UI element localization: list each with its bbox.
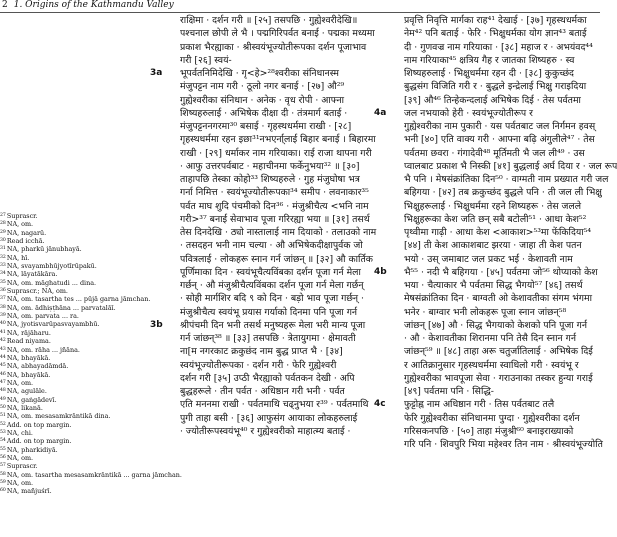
- line-text: पर्वतमा छवरा · गंगादेवी⁴⁸ मूर्तिमती भै जल ली⁴⁹ · उस: [404, 147, 585, 159]
- text-line: [404, 14, 600, 27]
- footnote: [0, 404, 150, 412]
- line-text: शिष्यहरुलाई · भिक्षुधर्ममा रहन दी · [३८] कुकुच्छंद: [404, 68, 574, 79]
- text-line: [404, 345, 600, 358]
- line-text: भूपर्वतनिमिदेखि · गृ<हे>²⁸श्वरीका संनिधानस्म: [180, 68, 339, 79]
- footnote: [0, 412, 150, 420]
- footnote: [0, 421, 150, 429]
- footnote-number: 54: [0, 438, 6, 444]
- footnote: [0, 329, 150, 337]
- footnote-text: NA, om.: [6, 378, 34, 387]
- text-line: [404, 359, 600, 372]
- footnote-number: 35: [0, 279, 6, 285]
- footnote-text: NA, om.: [6, 220, 34, 229]
- text-line: [180, 14, 384, 27]
- text-line: [404, 438, 603, 451]
- text-line: [180, 41, 384, 54]
- footnote-number: 49: [0, 396, 6, 402]
- line-text: गुह्येश्वरीका भावपूजा सेवा · गराउनाका तस्कर हुन्या गराई: [404, 372, 593, 384]
- folio-marker: 4c: [374, 399, 386, 410]
- text-line: [404, 253, 600, 266]
- line-text: जांछन् [४७] औ · सिद्ध भैगयाको केशको पनि पूजा गर्न: [404, 319, 588, 331]
- text-line: [180, 372, 384, 385]
- line-text: फेरि गुह्येश्वरीका संनिधानमा पुग्दा · गुह्येश्वरीका दर्शन: [404, 412, 580, 424]
- footnote: [0, 437, 150, 445]
- text-line: [404, 41, 600, 54]
- folio-marker: 3b: [150, 319, 163, 330]
- folio-marker: 4b: [374, 266, 387, 277]
- line-text: पर्वत माघ शुदि पंचमीको दिन³⁶ · मंजुश्रीचैत्य <भनि नाम: [180, 200, 369, 212]
- text-line: [180, 292, 384, 305]
- text-line: [180, 27, 384, 40]
- footnote-number: 57: [0, 463, 6, 469]
- line-text: प्रकाश भैरह्याका · श्रीस्वयंभूज्योतीरूपका दर्शन पूजाभाव: [180, 41, 367, 53]
- line-text: ताहापछि तेस्का कोहो³³ शिष्यहरुले · गुह मंजुघोषा भत्र: [180, 174, 360, 185]
- line-text: तेस दिनदेखि · ठ्यो नास्तालाई नाम दियाको · तलाउको नाम: [180, 227, 377, 238]
- line-text: [४४] ती केश आकाशबाट झरया · जाहा ती केश पतन: [404, 240, 582, 252]
- footnote-number: 51: [0, 413, 6, 419]
- footnote-number: 34: [0, 271, 6, 277]
- line-text: प्वालबाट प्रकाश भै निस्की [४१] बुद्धलाई अर्घ दिया र · जल रूप: [404, 160, 617, 172]
- footnote-text: NA, om. tasartha tes ... pūjā garna jāmchan.: [6, 295, 151, 304]
- text-line: [404, 292, 600, 305]
- text-line: [180, 345, 384, 358]
- line-text: गुह्येश्वरीका नाम पुकारी · यस पर्वतबाट जल निर्गमन हवस्: [404, 121, 596, 132]
- footnote-number: 37: [0, 296, 6, 302]
- text-line: [404, 412, 600, 425]
- line-text: गुह्येश्वरीका संनिधान · अनेक · वृध रोपी · आफ्ना: [180, 94, 345, 106]
- running-title: 1. Origins of the Kathmandu Valley: [13, 0, 174, 10]
- text-line: [180, 147, 384, 160]
- text-line: [180, 213, 384, 226]
- line-text: बहिगया · [४२] तब क्रकुच्छंद बुद्धले पनि · ती जल ली भिक्षु: [404, 187, 602, 199]
- line-text: · सोही मार्गशिर बदि ९ को दिन · बड़ो भाव पूजा गर्छन् ·: [180, 293, 364, 305]
- footnote-number: 46: [0, 371, 6, 377]
- footnote-number: 55: [0, 446, 6, 452]
- footnote: [0, 479, 150, 487]
- line-text: ना[म नगरकाट क्रकुछंद नाम बुद्ध प्राप्त भै · [३४]: [180, 346, 343, 358]
- footnote-number: 41: [0, 329, 6, 335]
- line-text: गरी [२६] स्वयं-: [180, 54, 232, 66]
- line-text: · ज्योतीरूपस्वयंभू⁴⁰ र गुह्येश्वरीको माहात्म्य बताई ·: [180, 425, 351, 437]
- footnote: [0, 429, 150, 437]
- footnote: [0, 304, 150, 312]
- text-line: [404, 279, 600, 292]
- line-text: बुद्धसंग विजिति गरी र · बुद्धले इन्द्रेलाई भिक्षु गराइदिया: [404, 81, 587, 93]
- footnote-number: 50: [0, 404, 6, 410]
- line-text: नेम⁴² पनि बताई · फेरि · भिक्षुधर्मका योग ज्ञान⁴³ बताई: [404, 28, 587, 40]
- footnote-text: NA, om. ādhiṣṭhāna ... parvatalāī.: [6, 303, 116, 312]
- line-text: पश्चनाल छोपी ले भै । पद्मगिरिपर्वत बनाई · पद्मका मध्यमा: [180, 28, 375, 40]
- footnote-number: 32: [0, 254, 6, 260]
- footnote: [0, 371, 150, 379]
- text-line: [180, 425, 384, 438]
- line-text: एति मननमा राखी · पर्वतमाथि चढ्नुभया र³⁹ · पर्वतमाथि: [180, 399, 369, 411]
- footnote-text: NA, gaṅgādevī.: [6, 395, 57, 404]
- line-text: [४९] पर्वतमा पनि · सिद्धि-: [404, 386, 494, 397]
- text-line: [404, 120, 600, 133]
- text-line: [180, 133, 384, 146]
- line-text: मंजुपट्टन नाम गरी · ठूलो नगर बनाई · [२७] औ²⁹: [180, 81, 345, 93]
- footnote-text: NA, chi.: [6, 428, 33, 437]
- header-rule: [0, 12, 600, 13]
- line-text: दी · गुणवज्र नाम गरियाका · [३८] महाज र · अभयंवद⁴⁴: [404, 41, 593, 53]
- text-line: [180, 226, 384, 239]
- line-text: दर्शन गरी [३५] उप्ठी भैरह्याको पर्वतकन देखी · अपि: [180, 372, 355, 384]
- text-line: [150, 67, 384, 80]
- footnote: [0, 362, 150, 370]
- footnote-number: 45: [0, 363, 6, 369]
- folio-marker: 4a: [374, 107, 387, 118]
- text-line: [180, 266, 384, 279]
- text-line: [404, 372, 600, 385]
- line-text: श्रीपंचमी दिन भनी तसर्थ मनुष्यहरू मेला भरी मान्य पूजा: [180, 319, 366, 331]
- footnote: [0, 454, 150, 462]
- footnote-text: NA, jyotisvarūpasvayambhū.: [6, 320, 100, 329]
- text-line: [404, 160, 617, 173]
- text-line: [404, 80, 600, 93]
- text-line: [180, 80, 384, 93]
- footnote: [0, 396, 150, 404]
- folio-marker: 3a: [150, 68, 163, 78]
- footnote-number: 60: [0, 488, 6, 494]
- footnote-number: 30: [0, 238, 6, 244]
- footnote: [0, 212, 150, 220]
- text-line: [180, 107, 387, 120]
- text-line: [180, 412, 384, 425]
- footnote: [0, 237, 150, 245]
- text-line: [404, 306, 600, 319]
- text-line: [180, 385, 384, 398]
- footnote-text: NA, om.: [6, 479, 34, 487]
- footnote-text: NA, bhayākā.: [6, 353, 51, 362]
- line-text: पवित्रलाई · लोकहरू स्नान गर्न जांछन् ॥ [३२] औ कार्तिक: [180, 253, 373, 265]
- footnote-number: 38: [0, 304, 6, 310]
- text-line: [404, 200, 600, 213]
- text-line: [404, 94, 600, 107]
- footnote-number: 40: [0, 321, 6, 327]
- line-text: गरिसकनपछि · [५०] ताहा मंजुश्री⁶⁰ बनाइराख्याको: [404, 425, 574, 437]
- footnote: [0, 220, 150, 228]
- text-line: [404, 67, 600, 80]
- text-line: [374, 107, 600, 120]
- line-text: नाम गरियाका⁴⁵ क्षत्रिय गैह र जातका शिष्यहरु · स्व: [404, 54, 575, 66]
- footnote: [0, 446, 150, 454]
- footnote: [0, 320, 150, 328]
- text-line: [404, 239, 600, 252]
- line-text: भया · चैत्याकार भै पर्वतमा सिद्ध भैगयो⁵⁷ [४६] तसर्थ: [404, 280, 583, 291]
- footnote-text: NA, bhayākā.: [6, 370, 51, 379]
- line-text: शिष्यहरुलाई · अभिषेक दीक्षा दी · तंत्रमार्ग बताई ·: [180, 107, 348, 119]
- footnote-number: 31: [0, 246, 6, 252]
- footnote: [0, 295, 150, 303]
- text-line: [404, 173, 609, 186]
- footnote-number: 39: [0, 313, 6, 319]
- line-text: गर्न जांछन्³⁸ ॥ [३३] तसपछि · त्रेतायुगमा · क्षेमावती: [180, 333, 356, 344]
- text-line: [404, 186, 600, 199]
- line-text: पुगी ताहा बसी · [३६] आफुसंग आयाका लोकहरुलाई: [180, 412, 358, 424]
- footnote-text: NA, svayambhūjyotīrūpakū.: [6, 262, 97, 271]
- text-line: [180, 253, 384, 266]
- text-line: [180, 120, 384, 133]
- text-line: [180, 359, 384, 372]
- footnote: [0, 379, 150, 387]
- footnote: [0, 487, 150, 495]
- text-line: [180, 306, 384, 319]
- line-text: पूर्णिमाका दिन · स्वयंभूचैत्यविंबका दर्शन पूजा गर्न मेला: [180, 266, 361, 278]
- page-number: 2: [2, 0, 8, 10]
- footnote: [0, 287, 150, 295]
- text-line: [404, 319, 600, 332]
- text-line: [180, 239, 384, 252]
- footnote-text: NA, mañjuśrī.: [6, 487, 52, 496]
- footnote-text: NA, nagarū.: [6, 228, 47, 237]
- right-text-column: [374, 14, 617, 451]
- footnote-text: NA, lāyatākāra.: [6, 270, 58, 279]
- text-line: [374, 266, 600, 279]
- footnote-text: NA, agulāle.: [6, 387, 47, 396]
- line-text: स्वयंभूज्योतीरूपका · दर्शन गरी · फेरि गुह्येश्वरी: [180, 359, 337, 371]
- footnote-text: NA, om. tasartha mesasamkrāntikā ... garna jāmchan.: [6, 470, 182, 479]
- line-text: भिक्षुहरूका केश जति छन् सबै बटोली⁵¹ · आधा केश⁵²: [404, 213, 587, 225]
- footnote-number: 28: [0, 221, 6, 227]
- footnote-text: Suprascr.: [6, 462, 38, 471]
- line-text: फुट्टोह्न नाम अधिष्ठान गरी · तिस पर्वतबाट तलै: [404, 399, 555, 411]
- footnote-number: 59: [0, 480, 6, 485]
- line-text: भै⁵⁵ · नदी भै बहिगया · [४५] पर्वतमा जो⁵⁶ थोप्याको केश: [404, 266, 598, 278]
- footnote-text: NA, likanā.: [6, 403, 43, 412]
- footnote-text: Suprascr.: [6, 212, 38, 220]
- line-text: बुद्धहरूले · तीन पर्वत · अधिष्ठान गरी भनी · पर्वत: [180, 386, 345, 397]
- footnote-text: NA, pharkidiyā.: [6, 445, 58, 454]
- footnote-text: NA, pharkū jānubhayā.: [6, 245, 82, 254]
- text-line: [180, 332, 384, 345]
- text-line: [180, 54, 384, 67]
- footnote: [0, 312, 150, 320]
- footnote-text: NA, om.: [6, 453, 34, 462]
- footnote-text: NA, abhayadāmdā.: [6, 362, 69, 371]
- footnote-text: NA, om. rāha ... jñāna.: [6, 345, 80, 354]
- line-text: मंजुपट्टननगरमा³⁰ बसाई · गृहस्थधर्ममा राखी · [२८]: [180, 121, 352, 132]
- text-line: [404, 54, 600, 67]
- footnote-number: 43: [0, 346, 6, 352]
- text-line: [180, 279, 384, 292]
- line-text: राखी · [२९] धर्माकर नाम गरियाका। राई राजा थापना गरी: [180, 147, 372, 159]
- line-text: भनी [४०] एति वाक्य गरी · आफ्ना बढ़ि अंगुलीले⁴⁷ · तेस: [404, 134, 595, 146]
- line-text: भिक्षुहरूलाई · भिक्षुधर्ममा रहने शिष्यहरू · तेस जलले: [404, 200, 582, 212]
- line-text: मेषसंक्रांतिका दिन · बाग्वती ओ केशावतीका संगम भंगमा: [404, 293, 592, 305]
- text-line: [404, 226, 600, 239]
- footnote-number: 44: [0, 354, 6, 360]
- line-text: गृहस्थधर्ममा रहन इछा³¹नभएर्ना्लाई बिहार बनाई । बिहारमा: [180, 134, 376, 146]
- line-text: जल नभयाको हेरी · स्वयंभूज्योतीरूप र: [404, 107, 533, 119]
- footnote-text: Read niyama.: [6, 337, 51, 346]
- text-line: [404, 385, 600, 398]
- line-text: मंजुश्रीचैत्य स्वयंभू प्रयास गर्याको दिनमा पनि पूजा गर्न: [180, 306, 358, 318]
- text-line: [150, 319, 384, 332]
- text-line: [180, 200, 384, 213]
- footnote-text: Suprascr.; NA, om.: [6, 287, 68, 296]
- footnote-number: 33: [0, 263, 6, 269]
- line-text: गरी>³⁷ बनाई सेवाभाव पूजा गरिरह्या भया ॥ [३१] तसर्थ: [180, 213, 370, 225]
- text-line: [180, 186, 384, 199]
- footnote-number: 52: [0, 421, 6, 427]
- footnote-text: NA, rājāharu.: [6, 328, 51, 337]
- line-text: राक्षिमा · दर्शन गरी ॥ [२५] तसपछि · गुह्येश्वरीदेखि॥: [180, 15, 358, 26]
- footnote-number: 27: [0, 213, 6, 218]
- line-text: गर्ना निमित्त · स्वयंभूज्योतीरूपका³⁴ समीप · लवनाकार³⁵: [180, 187, 369, 199]
- text-line: [180, 160, 384, 173]
- text-line: [374, 398, 600, 411]
- footnote-text: Read icchā.: [6, 237, 45, 246]
- line-text: भनेर · बाग्वार भनी लोकहरू पूजा स्नान जांछन्⁵⁸: [404, 306, 567, 318]
- footnote: [0, 270, 150, 278]
- line-text: · औ · केशावतीका शिरानमा पनि तेसै दिन स्नान गर्न: [404, 333, 576, 344]
- footnote-text: Add. on top margin.: [6, 420, 72, 429]
- footnote-text: NA, om. māghatudi ... dina.: [6, 278, 97, 287]
- line-text: र आतिक्रानुसार गृहस्थधर्ममा स्वाधिलो गरी · स्वयंभू र: [404, 359, 579, 371]
- line-text: गर्छन् · औ मंजुश्रीचैत्यविंबका दर्शन पूजा गर्न मेला गर्छन्: [180, 280, 364, 291]
- footnote-text: NA, om. mesasamkrāntikā dina.: [6, 412, 111, 421]
- footnote-number: 53: [0, 429, 6, 435]
- footnote: [0, 337, 150, 345]
- text-line: [404, 147, 600, 160]
- line-text: भयो · उस् जमाबाट जल प्रकट भई · केशावती नाम: [404, 253, 573, 265]
- footnote: [0, 279, 150, 287]
- footnote-number: 42: [0, 338, 6, 344]
- running-header: [2, 0, 598, 12]
- line-text: जांछन्⁵⁹ ॥ [४८] ताहा अरू चतुर्जातिलाई · अभिषेक दिई: [404, 346, 593, 358]
- footnote: [0, 462, 150, 470]
- footnote-text: NA, hī.: [6, 253, 30, 262]
- text-line: [404, 425, 600, 438]
- line-text: गरि पनि · शिवपुरि भिया महेश्वर तिन नाम · श्रीस्वयंभूज्योति: [404, 439, 603, 450]
- footnote: [0, 354, 150, 362]
- text-line: [404, 133, 600, 146]
- line-text: · आफु उत्तरपर्वबाट · महाचीनमा फर्केनुभया³² ॥ [३०]: [180, 160, 360, 172]
- footnote: [0, 254, 150, 262]
- footnote: [0, 262, 150, 270]
- footnote-number: 56: [0, 454, 6, 460]
- footnote: [0, 470, 182, 479]
- footnote-number: 36: [0, 288, 6, 294]
- text-line: [180, 398, 384, 411]
- line-text: · तसदहन भनी नाम चल्या · औ अभिषेकदीक्षापुर्वक जो: [180, 240, 363, 252]
- line-text: [३९] औ⁴⁶ तिन्हेकन्दलाई अभिषेक दिई · तेस पर्वतमा: [404, 94, 581, 106]
- footnote-number: 47: [0, 379, 6, 385]
- text-line: [404, 332, 600, 345]
- footnote: [0, 387, 150, 395]
- footnote-number: 58: [0, 471, 6, 477]
- footnote-text: NA, om. parvata ... ra.: [6, 312, 79, 321]
- left-text-column: [150, 14, 387, 438]
- footnote: [0, 229, 150, 237]
- footnote-number: 29: [0, 229, 6, 235]
- text-line: [180, 173, 384, 186]
- line-text: पृथ्वीमा गाढ़ी · आधा केश <आकाश>⁵³मा फेंकिदिया⁵⁴: [404, 227, 592, 238]
- text-line: [404, 213, 600, 226]
- text-line: [404, 27, 600, 40]
- footnote: [0, 245, 150, 253]
- footnote-number: 48: [0, 388, 6, 394]
- text-line: [180, 94, 384, 107]
- footnote: [0, 346, 150, 354]
- footnote-text: Add. on top margin.: [6, 437, 72, 446]
- line-text: भै पनि । मेषसंक्रांतिका दिन⁵⁰ · वाग्मती नाम प्रख्यात गरी जल: [404, 174, 609, 185]
- line-text: प्रवृत्ति निवृत्ति मार्गका राह⁴¹ देखाई · [३७] गृहस्थधर्मका: [404, 15, 587, 26]
